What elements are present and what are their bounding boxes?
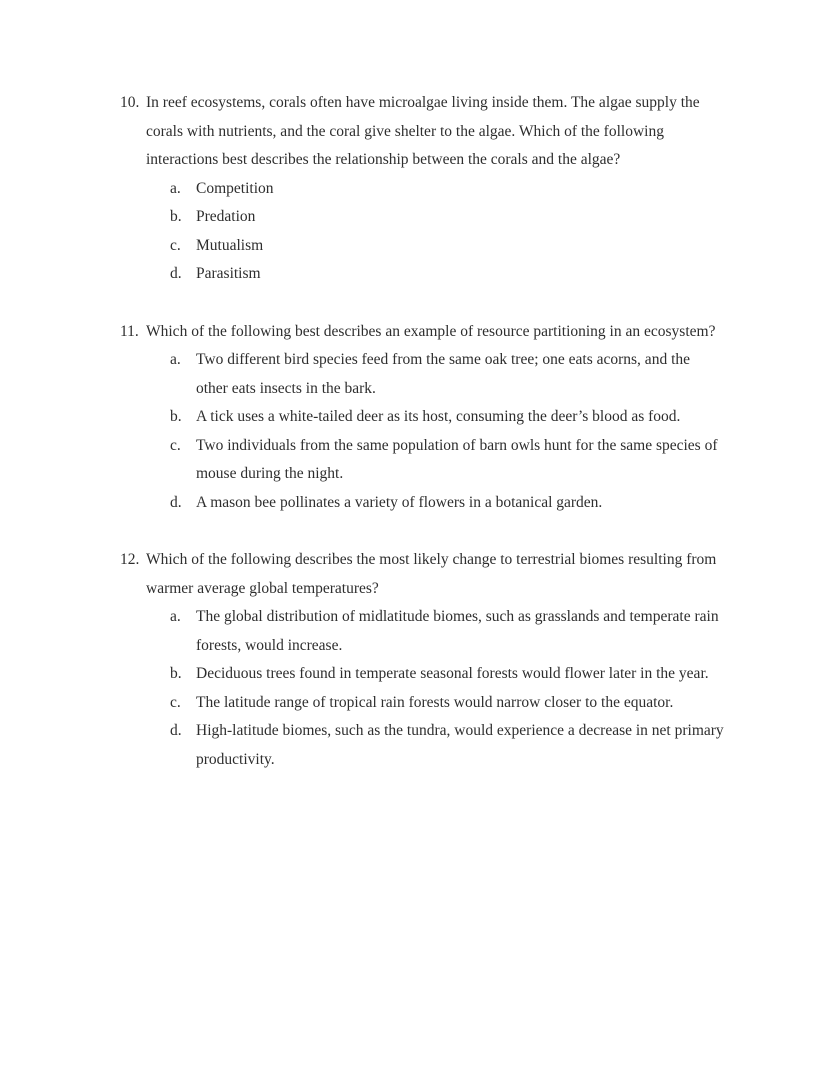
question-text: Which of the following describes the most likely change to terrestrial biomes resulting from warmer average global temperatures? (146, 551, 717, 597)
option-text: Predation (196, 208, 256, 225)
option-letter: a. (170, 608, 181, 625)
question-11-head (120, 318, 724, 347)
option-text: A mason bee pollinates a variety of flowers in a botanical garden. (196, 493, 603, 511)
question-10 (120, 89, 724, 289)
question-number: 12. (120, 551, 140, 568)
option-d (146, 260, 724, 289)
option-c (146, 689, 724, 718)
option-text: Two different bird species feed from the same oak tree; one eats acorns, and the other eats insects in the bark. (196, 351, 691, 397)
option-text: High-latitude biomes, such as the tundra, would experience a decrease in net primary productivity. (196, 722, 724, 768)
option-c (146, 432, 724, 489)
option-text: Competition (196, 179, 274, 197)
option-d (146, 717, 724, 774)
option-letter: a. (170, 351, 181, 368)
option-text: Mutualism (196, 236, 264, 254)
question-number: 11. (120, 322, 139, 340)
option-letter: b. (170, 208, 182, 225)
question-11-options (146, 346, 724, 517)
option-a (146, 603, 724, 660)
option-d (146, 489, 724, 518)
option-letter: c. (170, 693, 181, 711)
option-a (146, 175, 724, 204)
option-c (146, 232, 724, 261)
question-text: Which of the following best describes an example of resource partitioning in an ecosystem? (146, 322, 716, 340)
option-text: The global distribution of midlatitude biomes, such as grasslands and temperate rain forests, would increase. (196, 608, 719, 654)
question-number: 10. (120, 94, 140, 111)
option-letter: b. (170, 665, 182, 682)
option-text: Parasitism (196, 265, 261, 282)
option-text: Two individuals from the same population of barn owls hunt for the same species of mouse during the night. (196, 436, 718, 482)
option-letter: b. (170, 408, 182, 425)
question-10-options (146, 175, 724, 289)
question-text: In reef ecosystems, corals often have microalgae living inside them. The algae supply the corals with nutrients, and the coral give shelter to the algae. Which of the following interactions best describes the relationship between the corals and the algae? (146, 94, 700, 168)
option-letter: a. (170, 179, 181, 197)
option-text: A tick uses a white-tailed deer as its host, consuming the deer’s blood as food. (196, 408, 681, 425)
question-10-head (120, 89, 724, 175)
option-letter: d. (170, 722, 182, 739)
option-text: The latitude range of tropical rain forests would narrow closer to the equator. (196, 693, 674, 711)
option-b (146, 403, 724, 432)
question-12 (120, 546, 724, 774)
question-12-head (120, 546, 724, 603)
option-letter: c. (170, 436, 181, 454)
option-b (146, 660, 724, 689)
option-b (146, 203, 724, 232)
option-letter: d. (170, 493, 182, 511)
question-12-options (146, 603, 724, 774)
option-letter: d. (170, 265, 182, 282)
option-a (146, 346, 724, 403)
option-text: Deciduous trees found in temperate seasonal forests would flower later in the year. (196, 665, 709, 682)
option-letter: c. (170, 236, 181, 254)
question-11 (120, 318, 724, 518)
